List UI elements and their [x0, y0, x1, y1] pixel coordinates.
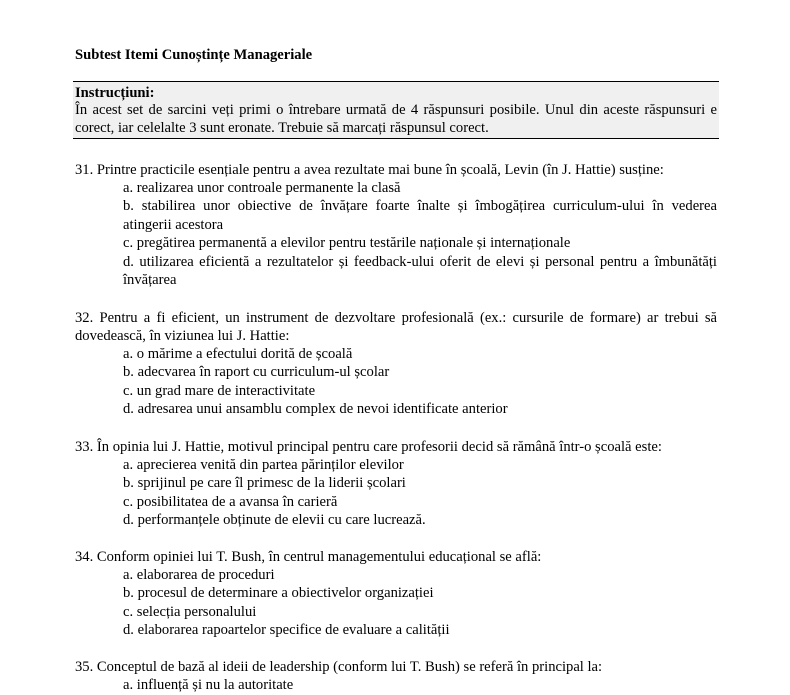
answer-options — [75, 566, 717, 640]
answer-option-b: b. sprijinul pe care îl primesc de la liderii școlari — [123, 475, 406, 492]
question-32 — [75, 309, 717, 419]
answer-options — [75, 456, 717, 530]
question-31 — [75, 161, 717, 289]
question-stem: 35. Conceptul de bază al ideii de leadership (conform lui T. Bush) se referă în principal la: — [75, 659, 603, 675]
answer-option-a: a. elaborarea de proceduri — [123, 567, 275, 583]
answer-options — [75, 676, 717, 694]
question-stem: 32. Pentru a fi eficient, un instrument de dezvoltare profesională (ex.: cursurile de formare) ar trebui să dovedească, în viziunea lui J. Hattie: — [75, 310, 717, 344]
answer-options — [75, 179, 717, 289]
question-stem: 33. În opinia lui J. Hattie, motivul principal pentru care profesorii decid să rămână într-o școală este: — [75, 439, 662, 455]
question-stem: 34. Conform opiniei lui T. Bush, în centrul managementului educațional se află: — [75, 549, 542, 565]
instructions-box — [73, 81, 719, 139]
answer-option-d: d. performanțele obținute de elevii cu care lucrează. — [123, 512, 426, 529]
question-34 — [75, 548, 717, 640]
answer-option-b: b. stabilirea unor obiective de învățare foarte înalte și îmbogățirea curriculum-ului în vederea atingerii acestora — [123, 198, 717, 233]
question-stem: 31. Printre practicile esențiale pentru a avea rezultate mai bune în școală, Levin (în J. Hattie) susține: — [75, 162, 664, 178]
answer-option-c: c. posibilitatea de a avansa în carieră — [123, 493, 338, 510]
answer-option-a: a. aprecierea venită din partea părinților elevilor — [123, 457, 404, 473]
answer-options — [75, 345, 717, 419]
question-33 — [75, 438, 717, 530]
answer-option-d: d. utilizarea eficientă a rezultatelor și feedback-ului oferit de elevi și personal pentru a îmbunătăți învățarea — [123, 253, 717, 289]
answer-option-d: d. elaborarea rapoartelor specifice de evaluare a calității — [123, 622, 450, 639]
answer-option-c: c. un grad mare de interactivitate — [123, 382, 316, 399]
answer-option-a: a. realizarea unor controale permanente la clasă — [123, 180, 401, 196]
instructions-heading: Instrucțiuni: — [75, 85, 155, 101]
answer-option-c: c. selecția personalului — [123, 603, 257, 620]
answer-option-a: a. influență și nu la autoritate — [123, 677, 294, 693]
instructions-text: În acest set de sarcini veți primi o întrebare urmată de 4 răspunsuri posibile. Unul din aceste răspunsuri e corect, iar celelalte 3 sunt eronate. Trebuie să marcați răspunsul corect. — [75, 102, 717, 136]
answer-option-a: a. o mărime a efectului dorită de școală — [123, 346, 353, 362]
document-title: Subtest Itemi Cunoștințe Manageriale — [75, 47, 313, 63]
question-35 — [75, 658, 717, 694]
answer-option-c: c. pregătirea permanentă a elevilor pentru testările naționale și internaționale — [123, 235, 571, 252]
answer-option-d: d. adresarea unui ansamblu complex de nevoi identificate anterior — [123, 401, 508, 418]
answer-option-b: b. adecvarea în raport cu curriculum-ul școlar — [123, 364, 390, 381]
answer-option-b: b. procesul de determinare a obiectivelor organizației — [123, 585, 434, 602]
